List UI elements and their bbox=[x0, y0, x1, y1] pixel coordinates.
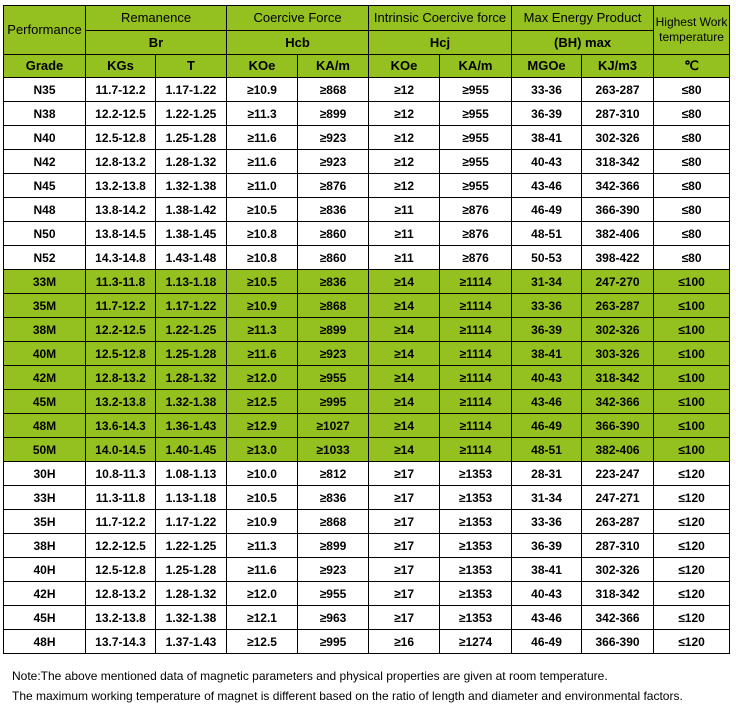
br-t-cell: 1.36-1.43 bbox=[156, 414, 227, 438]
grade-cell: 40M bbox=[4, 342, 86, 366]
br-t-cell: 1.37-1.43 bbox=[156, 630, 227, 654]
hcb-koe-cell: ≥10.5 bbox=[227, 270, 298, 294]
hcb-koe-cell: ≥12.9 bbox=[227, 414, 298, 438]
hcj-kam-cell: ≥1353 bbox=[440, 534, 512, 558]
grade-cell: 45H bbox=[4, 606, 86, 630]
grade-cell: 38M bbox=[4, 318, 86, 342]
bh-mgoe-cell: 38-41 bbox=[512, 342, 582, 366]
br-t-cell: 1.22-1.25 bbox=[156, 318, 227, 342]
temp-cell: ≤120 bbox=[654, 510, 730, 534]
bh-mgoe-cell: 46-49 bbox=[512, 198, 582, 222]
br-kgs-cell: 11.7-12.2 bbox=[86, 294, 156, 318]
grade-cell: 48M bbox=[4, 414, 86, 438]
br-t-cell: 1.32-1.38 bbox=[156, 390, 227, 414]
bh-mgoe-cell: 48-51 bbox=[512, 438, 582, 462]
grade-cell: N50 bbox=[4, 222, 86, 246]
hcb-kam-cell: ≥836 bbox=[298, 486, 369, 510]
grade-cell: 50M bbox=[4, 438, 86, 462]
bh-kjm3-cell: 302-326 bbox=[582, 318, 654, 342]
grade-cell: N48 bbox=[4, 198, 86, 222]
br-t-cell: 1.22-1.25 bbox=[156, 534, 227, 558]
table-row bbox=[4, 318, 730, 342]
br-kgs-cell: 11.7-12.2 bbox=[86, 510, 156, 534]
hcj-kam-cell: ≥1114 bbox=[440, 438, 512, 462]
bh-kjm3-cell: 263-287 bbox=[582, 78, 654, 102]
hcj-kam-cell: ≥1274 bbox=[440, 630, 512, 654]
hcb-kam-cell: ≥899 bbox=[298, 102, 369, 126]
table-row bbox=[4, 246, 730, 270]
bh-mgoe-cell: 28-31 bbox=[512, 462, 582, 486]
header-bh-max: (BH) max bbox=[512, 31, 654, 55]
temp-cell: ≤80 bbox=[654, 198, 730, 222]
temp-cell: ≤80 bbox=[654, 174, 730, 198]
grade-cell: 45M bbox=[4, 390, 86, 414]
hcj-koe-cell: ≥12 bbox=[369, 126, 440, 150]
table-row bbox=[4, 270, 730, 294]
unit-celsius: ℃ bbox=[654, 55, 730, 78]
br-kgs-cell: 13.6-14.3 bbox=[86, 414, 156, 438]
table-row bbox=[4, 414, 730, 438]
hcb-kam-cell: ≥836 bbox=[298, 270, 369, 294]
table-row bbox=[4, 174, 730, 198]
hcj-kam-cell: ≥955 bbox=[440, 150, 512, 174]
table-row bbox=[4, 462, 730, 486]
hcb-kam-cell: ≥923 bbox=[298, 558, 369, 582]
hcb-koe-cell: ≥11.3 bbox=[227, 534, 298, 558]
bh-kjm3-cell: 318-342 bbox=[582, 366, 654, 390]
hcj-kam-cell: ≥1114 bbox=[440, 318, 512, 342]
temp-cell: ≤100 bbox=[654, 342, 730, 366]
hcb-koe-cell: ≥10.5 bbox=[227, 198, 298, 222]
bh-mgoe-cell: 43-46 bbox=[512, 174, 582, 198]
hcj-koe-cell: ≥12 bbox=[369, 150, 440, 174]
bh-mgoe-cell: 38-41 bbox=[512, 558, 582, 582]
br-t-cell: 1.25-1.28 bbox=[156, 558, 227, 582]
unit-kjm3: KJ/m3 bbox=[582, 55, 654, 78]
hcj-koe-cell: ≥14 bbox=[369, 414, 440, 438]
grade-cell: 38H bbox=[4, 534, 86, 558]
hcj-koe-cell: ≥17 bbox=[369, 558, 440, 582]
bh-mgoe-cell: 33-36 bbox=[512, 510, 582, 534]
table-row bbox=[4, 78, 730, 102]
bh-mgoe-cell: 31-34 bbox=[512, 270, 582, 294]
header-performance: Performance bbox=[4, 6, 86, 55]
br-t-cell: 1.17-1.22 bbox=[156, 510, 227, 534]
hcb-kam-cell: ≥923 bbox=[298, 126, 369, 150]
grade-cell: N52 bbox=[4, 246, 86, 270]
header-intrinsic-coercive-force: Intrinsic Coercive force bbox=[369, 6, 512, 31]
bh-mgoe-cell: 40-43 bbox=[512, 150, 582, 174]
temp-cell: ≤80 bbox=[654, 246, 730, 270]
hcb-kam-cell: ≥963 bbox=[298, 606, 369, 630]
bh-kjm3-cell: 247-270 bbox=[582, 270, 654, 294]
hcb-kam-cell: ≥868 bbox=[298, 78, 369, 102]
bh-kjm3-cell: 247-271 bbox=[582, 486, 654, 510]
notes bbox=[12, 666, 732, 706]
hcj-koe-cell: ≥16 bbox=[369, 630, 440, 654]
note-line-1: Note:The above mentioned data of magnetic parameters and physical properties are given at room temperature. bbox=[12, 669, 608, 683]
header-hcb: Hcb bbox=[227, 31, 369, 55]
br-kgs-cell: 12.2-12.5 bbox=[86, 102, 156, 126]
temp-cell: ≤80 bbox=[654, 126, 730, 150]
grade-cell: 42M bbox=[4, 366, 86, 390]
bh-mgoe-cell: 43-46 bbox=[512, 606, 582, 630]
bh-mgoe-cell: 46-49 bbox=[512, 630, 582, 654]
br-kgs-cell: 10.8-11.3 bbox=[86, 462, 156, 486]
br-t-cell: 1.25-1.28 bbox=[156, 342, 227, 366]
table-row bbox=[4, 126, 730, 150]
table-row bbox=[4, 198, 730, 222]
hcb-koe-cell: ≥13.0 bbox=[227, 438, 298, 462]
table-row bbox=[4, 582, 730, 606]
temp-cell: ≤120 bbox=[654, 606, 730, 630]
br-t-cell: 1.32-1.38 bbox=[156, 606, 227, 630]
bh-mgoe-cell: 33-36 bbox=[512, 78, 582, 102]
bh-mgoe-cell: 40-43 bbox=[512, 582, 582, 606]
hcb-koe-cell: ≥11.3 bbox=[227, 318, 298, 342]
hcj-kam-cell: ≥955 bbox=[440, 126, 512, 150]
hcb-koe-cell: ≥10.9 bbox=[227, 294, 298, 318]
bh-mgoe-cell: 36-39 bbox=[512, 102, 582, 126]
bh-mgoe-cell: 38-41 bbox=[512, 126, 582, 150]
br-kgs-cell: 13.7-14.3 bbox=[86, 630, 156, 654]
hcb-kam-cell: ≥955 bbox=[298, 366, 369, 390]
hcb-koe-cell: ≥11.6 bbox=[227, 558, 298, 582]
hcj-kam-cell: ≥1353 bbox=[440, 606, 512, 630]
grade-cell: 33M bbox=[4, 270, 86, 294]
br-t-cell: 1.17-1.22 bbox=[156, 78, 227, 102]
hcj-kam-cell: ≥1353 bbox=[440, 558, 512, 582]
br-kgs-cell: 13.2-13.8 bbox=[86, 174, 156, 198]
br-kgs-cell: 12.8-13.2 bbox=[86, 366, 156, 390]
table-row bbox=[4, 294, 730, 318]
bh-kjm3-cell: 318-342 bbox=[582, 582, 654, 606]
hcb-kam-cell: ≥868 bbox=[298, 294, 369, 318]
temp-cell: ≤100 bbox=[654, 294, 730, 318]
hcb-koe-cell: ≥10.9 bbox=[227, 78, 298, 102]
table-row bbox=[4, 486, 730, 510]
magnet-grades-table bbox=[3, 5, 730, 654]
hcb-kam-cell: ≥955 bbox=[298, 582, 369, 606]
hcb-kam-cell: ≥923 bbox=[298, 150, 369, 174]
bh-mgoe-cell: 40-43 bbox=[512, 366, 582, 390]
br-kgs-cell: 13.2-13.8 bbox=[86, 390, 156, 414]
hcj-koe-cell: ≥11 bbox=[369, 198, 440, 222]
bh-kjm3-cell: 318-342 bbox=[582, 150, 654, 174]
br-kgs-cell: 12.5-12.8 bbox=[86, 558, 156, 582]
hcj-koe-cell: ≥14 bbox=[369, 318, 440, 342]
hcb-kam-cell: ≥899 bbox=[298, 534, 369, 558]
bh-mgoe-cell: 31-34 bbox=[512, 486, 582, 510]
br-kgs-cell: 12.8-13.2 bbox=[86, 150, 156, 174]
br-kgs-cell: 11.3-11.8 bbox=[86, 270, 156, 294]
br-t-cell: 1.28-1.32 bbox=[156, 366, 227, 390]
bh-mgoe-cell: 36-39 bbox=[512, 534, 582, 558]
unit-t: T bbox=[156, 55, 227, 78]
hcb-kam-cell: ≥860 bbox=[298, 222, 369, 246]
temp-cell: ≤120 bbox=[654, 534, 730, 558]
hcj-koe-cell: ≥11 bbox=[369, 222, 440, 246]
temp-cell: ≤120 bbox=[654, 558, 730, 582]
hcb-koe-cell: ≥12.5 bbox=[227, 390, 298, 414]
grade-cell: 40H bbox=[4, 558, 86, 582]
hcb-koe-cell: ≥11.0 bbox=[227, 174, 298, 198]
table-row bbox=[4, 102, 730, 126]
hcj-koe-cell: ≥14 bbox=[369, 438, 440, 462]
hcj-koe-cell: ≥17 bbox=[369, 486, 440, 510]
grade-cell: 48H bbox=[4, 630, 86, 654]
grade-cell: N35 bbox=[4, 78, 86, 102]
hcj-kam-cell: ≥1353 bbox=[440, 462, 512, 486]
hcj-kam-cell: ≥1114 bbox=[440, 294, 512, 318]
hcb-kam-cell: ≥923 bbox=[298, 342, 369, 366]
br-t-cell: 1.28-1.32 bbox=[156, 150, 227, 174]
hcj-kam-cell: ≥1353 bbox=[440, 486, 512, 510]
br-t-cell: 1.28-1.32 bbox=[156, 582, 227, 606]
header-coercive-force: Coercive Force bbox=[227, 6, 369, 31]
unit-mgoe: MGOe bbox=[512, 55, 582, 78]
hcj-koe-cell: ≥17 bbox=[369, 510, 440, 534]
hcj-kam-cell: ≥1114 bbox=[440, 270, 512, 294]
br-kgs-cell: 11.3-11.8 bbox=[86, 486, 156, 510]
header-max-energy-product: Max Energy Product bbox=[512, 6, 654, 31]
temp-cell: ≤100 bbox=[654, 366, 730, 390]
table-row bbox=[4, 342, 730, 366]
br-t-cell: 1.13-1.18 bbox=[156, 270, 227, 294]
grade-cell: 30H bbox=[4, 462, 86, 486]
br-kgs-cell: 12.5-12.8 bbox=[86, 126, 156, 150]
br-t-cell: 1.25-1.28 bbox=[156, 126, 227, 150]
unit-kgs: KGs bbox=[86, 55, 156, 78]
hcj-kam-cell: ≥955 bbox=[440, 78, 512, 102]
hcb-kam-cell: ≥899 bbox=[298, 318, 369, 342]
bh-kjm3-cell: 342-366 bbox=[582, 390, 654, 414]
bh-mgoe-cell: 46-49 bbox=[512, 414, 582, 438]
bh-kjm3-cell: 302-326 bbox=[582, 558, 654, 582]
grade-cell: N42 bbox=[4, 150, 86, 174]
hcj-kam-cell: ≥955 bbox=[440, 174, 512, 198]
hcb-kam-cell: ≥836 bbox=[298, 198, 369, 222]
grade-cell: 35M bbox=[4, 294, 86, 318]
hcj-kam-cell: ≥1353 bbox=[440, 582, 512, 606]
bh-kjm3-cell: 342-366 bbox=[582, 174, 654, 198]
bh-kjm3-cell: 366-390 bbox=[582, 414, 654, 438]
note-line-2: The maximum working temperature of magnet is different based on the ratio of length and diameter and environmental factors. bbox=[12, 689, 683, 703]
grade-cell: N40 bbox=[4, 126, 86, 150]
br-t-cell: 1.17-1.22 bbox=[156, 294, 227, 318]
unit-hcb-koe: KOe bbox=[227, 55, 298, 78]
table-row bbox=[4, 534, 730, 558]
hcj-koe-cell: ≥17 bbox=[369, 582, 440, 606]
table-row bbox=[4, 150, 730, 174]
bh-kjm3-cell: 223-247 bbox=[582, 462, 654, 486]
grade-cell: 35H bbox=[4, 510, 86, 534]
bh-kjm3-cell: 303-326 bbox=[582, 342, 654, 366]
hcj-kam-cell: ≥876 bbox=[440, 222, 512, 246]
hcj-koe-cell: ≥12 bbox=[369, 78, 440, 102]
hcj-koe-cell: ≥14 bbox=[369, 342, 440, 366]
br-t-cell: 1.38-1.45 bbox=[156, 222, 227, 246]
bh-kjm3-cell: 366-390 bbox=[582, 630, 654, 654]
hcj-koe-cell: ≥14 bbox=[369, 366, 440, 390]
header-hcj: Hcj bbox=[369, 31, 512, 55]
hcj-kam-cell: ≥1114 bbox=[440, 390, 512, 414]
br-t-cell: 1.43-1.48 bbox=[156, 246, 227, 270]
hcb-kam-cell: ≥1027 bbox=[298, 414, 369, 438]
br-t-cell: 1.13-1.18 bbox=[156, 486, 227, 510]
temp-cell: ≤80 bbox=[654, 150, 730, 174]
bh-mgoe-cell: 50-53 bbox=[512, 246, 582, 270]
temp-cell: ≤80 bbox=[654, 78, 730, 102]
bh-mgoe-cell: 33-36 bbox=[512, 294, 582, 318]
hcb-kam-cell: ≥1033 bbox=[298, 438, 369, 462]
hcj-kam-cell: ≥1114 bbox=[440, 366, 512, 390]
bh-kjm3-cell: 287-310 bbox=[582, 534, 654, 558]
hcj-koe-cell: ≥12 bbox=[369, 102, 440, 126]
temp-cell: ≤120 bbox=[654, 486, 730, 510]
grade-cell: 42H bbox=[4, 582, 86, 606]
hcj-koe-cell: ≥17 bbox=[369, 534, 440, 558]
bh-kjm3-cell: 342-366 bbox=[582, 606, 654, 630]
temp-cell: ≤120 bbox=[654, 582, 730, 606]
hcb-koe-cell: ≥11.6 bbox=[227, 150, 298, 174]
hcb-koe-cell: ≥10.0 bbox=[227, 462, 298, 486]
br-t-cell: 1.38-1.42 bbox=[156, 198, 227, 222]
hcb-koe-cell: ≥10.5 bbox=[227, 486, 298, 510]
temp-cell: ≤80 bbox=[654, 222, 730, 246]
hcb-koe-cell: ≥12.1 bbox=[227, 606, 298, 630]
table-row bbox=[4, 438, 730, 462]
temp-cell: ≤120 bbox=[654, 630, 730, 654]
hcb-koe-cell: ≥10.8 bbox=[227, 222, 298, 246]
bh-kjm3-cell: 263-287 bbox=[582, 510, 654, 534]
temp-cell: ≤80 bbox=[654, 102, 730, 126]
hcb-koe-cell: ≥11.6 bbox=[227, 342, 298, 366]
hcb-koe-cell: ≥10.9 bbox=[227, 510, 298, 534]
table-row bbox=[4, 510, 730, 534]
bh-kjm3-cell: 382-406 bbox=[582, 438, 654, 462]
table-row bbox=[4, 390, 730, 414]
header-remanence: Remanence bbox=[86, 6, 227, 31]
header-highest-work-temperature: Highest Work temperature bbox=[654, 6, 730, 55]
hcb-koe-cell: ≥12.0 bbox=[227, 366, 298, 390]
bh-kjm3-cell: 398-422 bbox=[582, 246, 654, 270]
temp-cell: ≤100 bbox=[654, 438, 730, 462]
temp-cell: ≤100 bbox=[654, 414, 730, 438]
hcb-koe-cell: ≥12.0 bbox=[227, 582, 298, 606]
hcj-kam-cell: ≥1114 bbox=[440, 414, 512, 438]
br-kgs-cell: 12.2-12.5 bbox=[86, 534, 156, 558]
hcj-koe-cell: ≥17 bbox=[369, 462, 440, 486]
br-kgs-cell: 11.7-12.2 bbox=[86, 78, 156, 102]
hcj-koe-cell: ≥11 bbox=[369, 246, 440, 270]
hcj-koe-cell: ≥14 bbox=[369, 270, 440, 294]
hcb-kam-cell: ≥876 bbox=[298, 174, 369, 198]
hcj-kam-cell: ≥876 bbox=[440, 246, 512, 270]
br-kgs-cell: 14.0-14.5 bbox=[86, 438, 156, 462]
table-row bbox=[4, 222, 730, 246]
br-kgs-cell: 14.3-14.8 bbox=[86, 246, 156, 270]
unit-hcb-kam: KA/m bbox=[298, 55, 369, 78]
br-kgs-cell: 13.2-13.8 bbox=[86, 606, 156, 630]
grade-cell: N45 bbox=[4, 174, 86, 198]
bh-mgoe-cell: 43-46 bbox=[512, 390, 582, 414]
bh-kjm3-cell: 287-310 bbox=[582, 102, 654, 126]
bh-kjm3-cell: 263-287 bbox=[582, 294, 654, 318]
temp-cell: ≤100 bbox=[654, 390, 730, 414]
unit-hcj-kam: KA/m bbox=[440, 55, 512, 78]
grade-cell: 33H bbox=[4, 486, 86, 510]
hcb-kam-cell: ≥812 bbox=[298, 462, 369, 486]
temp-cell: ≤100 bbox=[654, 318, 730, 342]
bh-kjm3-cell: 382-406 bbox=[582, 222, 654, 246]
hcj-kam-cell: ≥876 bbox=[440, 198, 512, 222]
br-t-cell: 1.40-1.45 bbox=[156, 438, 227, 462]
hcb-kam-cell: ≥868 bbox=[298, 510, 369, 534]
br-kgs-cell: 12.8-13.2 bbox=[86, 582, 156, 606]
temp-cell: ≤100 bbox=[654, 270, 730, 294]
br-kgs-cell: 13.8-14.5 bbox=[86, 222, 156, 246]
hcj-koe-cell: ≥12 bbox=[369, 174, 440, 198]
br-t-cell: 1.22-1.25 bbox=[156, 102, 227, 126]
hcb-kam-cell: ≥995 bbox=[298, 390, 369, 414]
temp-cell: ≤120 bbox=[654, 462, 730, 486]
br-kgs-cell: 12.5-12.8 bbox=[86, 342, 156, 366]
hcb-koe-cell: ≥10.8 bbox=[227, 246, 298, 270]
br-kgs-cell: 12.2-12.5 bbox=[86, 318, 156, 342]
br-kgs-cell: 13.8-14.2 bbox=[86, 198, 156, 222]
hcb-koe-cell: ≥12.5 bbox=[227, 630, 298, 654]
hcj-koe-cell: ≥14 bbox=[369, 294, 440, 318]
grade-cell: N38 bbox=[4, 102, 86, 126]
bh-mgoe-cell: 48-51 bbox=[512, 222, 582, 246]
unit-hcj-koe: KOe bbox=[369, 55, 440, 78]
br-t-cell: 1.32-1.38 bbox=[156, 174, 227, 198]
br-t-cell: 1.08-1.13 bbox=[156, 462, 227, 486]
hcb-koe-cell: ≥11.6 bbox=[227, 126, 298, 150]
hcb-kam-cell: ≥995 bbox=[298, 630, 369, 654]
hcj-kam-cell: ≥1353 bbox=[440, 510, 512, 534]
bh-mgoe-cell: 36-39 bbox=[512, 318, 582, 342]
hcb-kam-cell: ≥860 bbox=[298, 246, 369, 270]
table-row bbox=[4, 558, 730, 582]
bh-kjm3-cell: 302-326 bbox=[582, 126, 654, 150]
hcj-kam-cell: ≥1114 bbox=[440, 342, 512, 366]
hcj-koe-cell: ≥14 bbox=[369, 390, 440, 414]
header-br: Br bbox=[86, 31, 227, 55]
table-row bbox=[4, 606, 730, 630]
hcb-koe-cell: ≥11.3 bbox=[227, 102, 298, 126]
hcj-kam-cell: ≥955 bbox=[440, 102, 512, 126]
table-row bbox=[4, 366, 730, 390]
bh-kjm3-cell: 366-390 bbox=[582, 198, 654, 222]
header-grade: Grade bbox=[4, 55, 86, 78]
hcj-koe-cell: ≥17 bbox=[369, 606, 440, 630]
table-row bbox=[4, 630, 730, 654]
